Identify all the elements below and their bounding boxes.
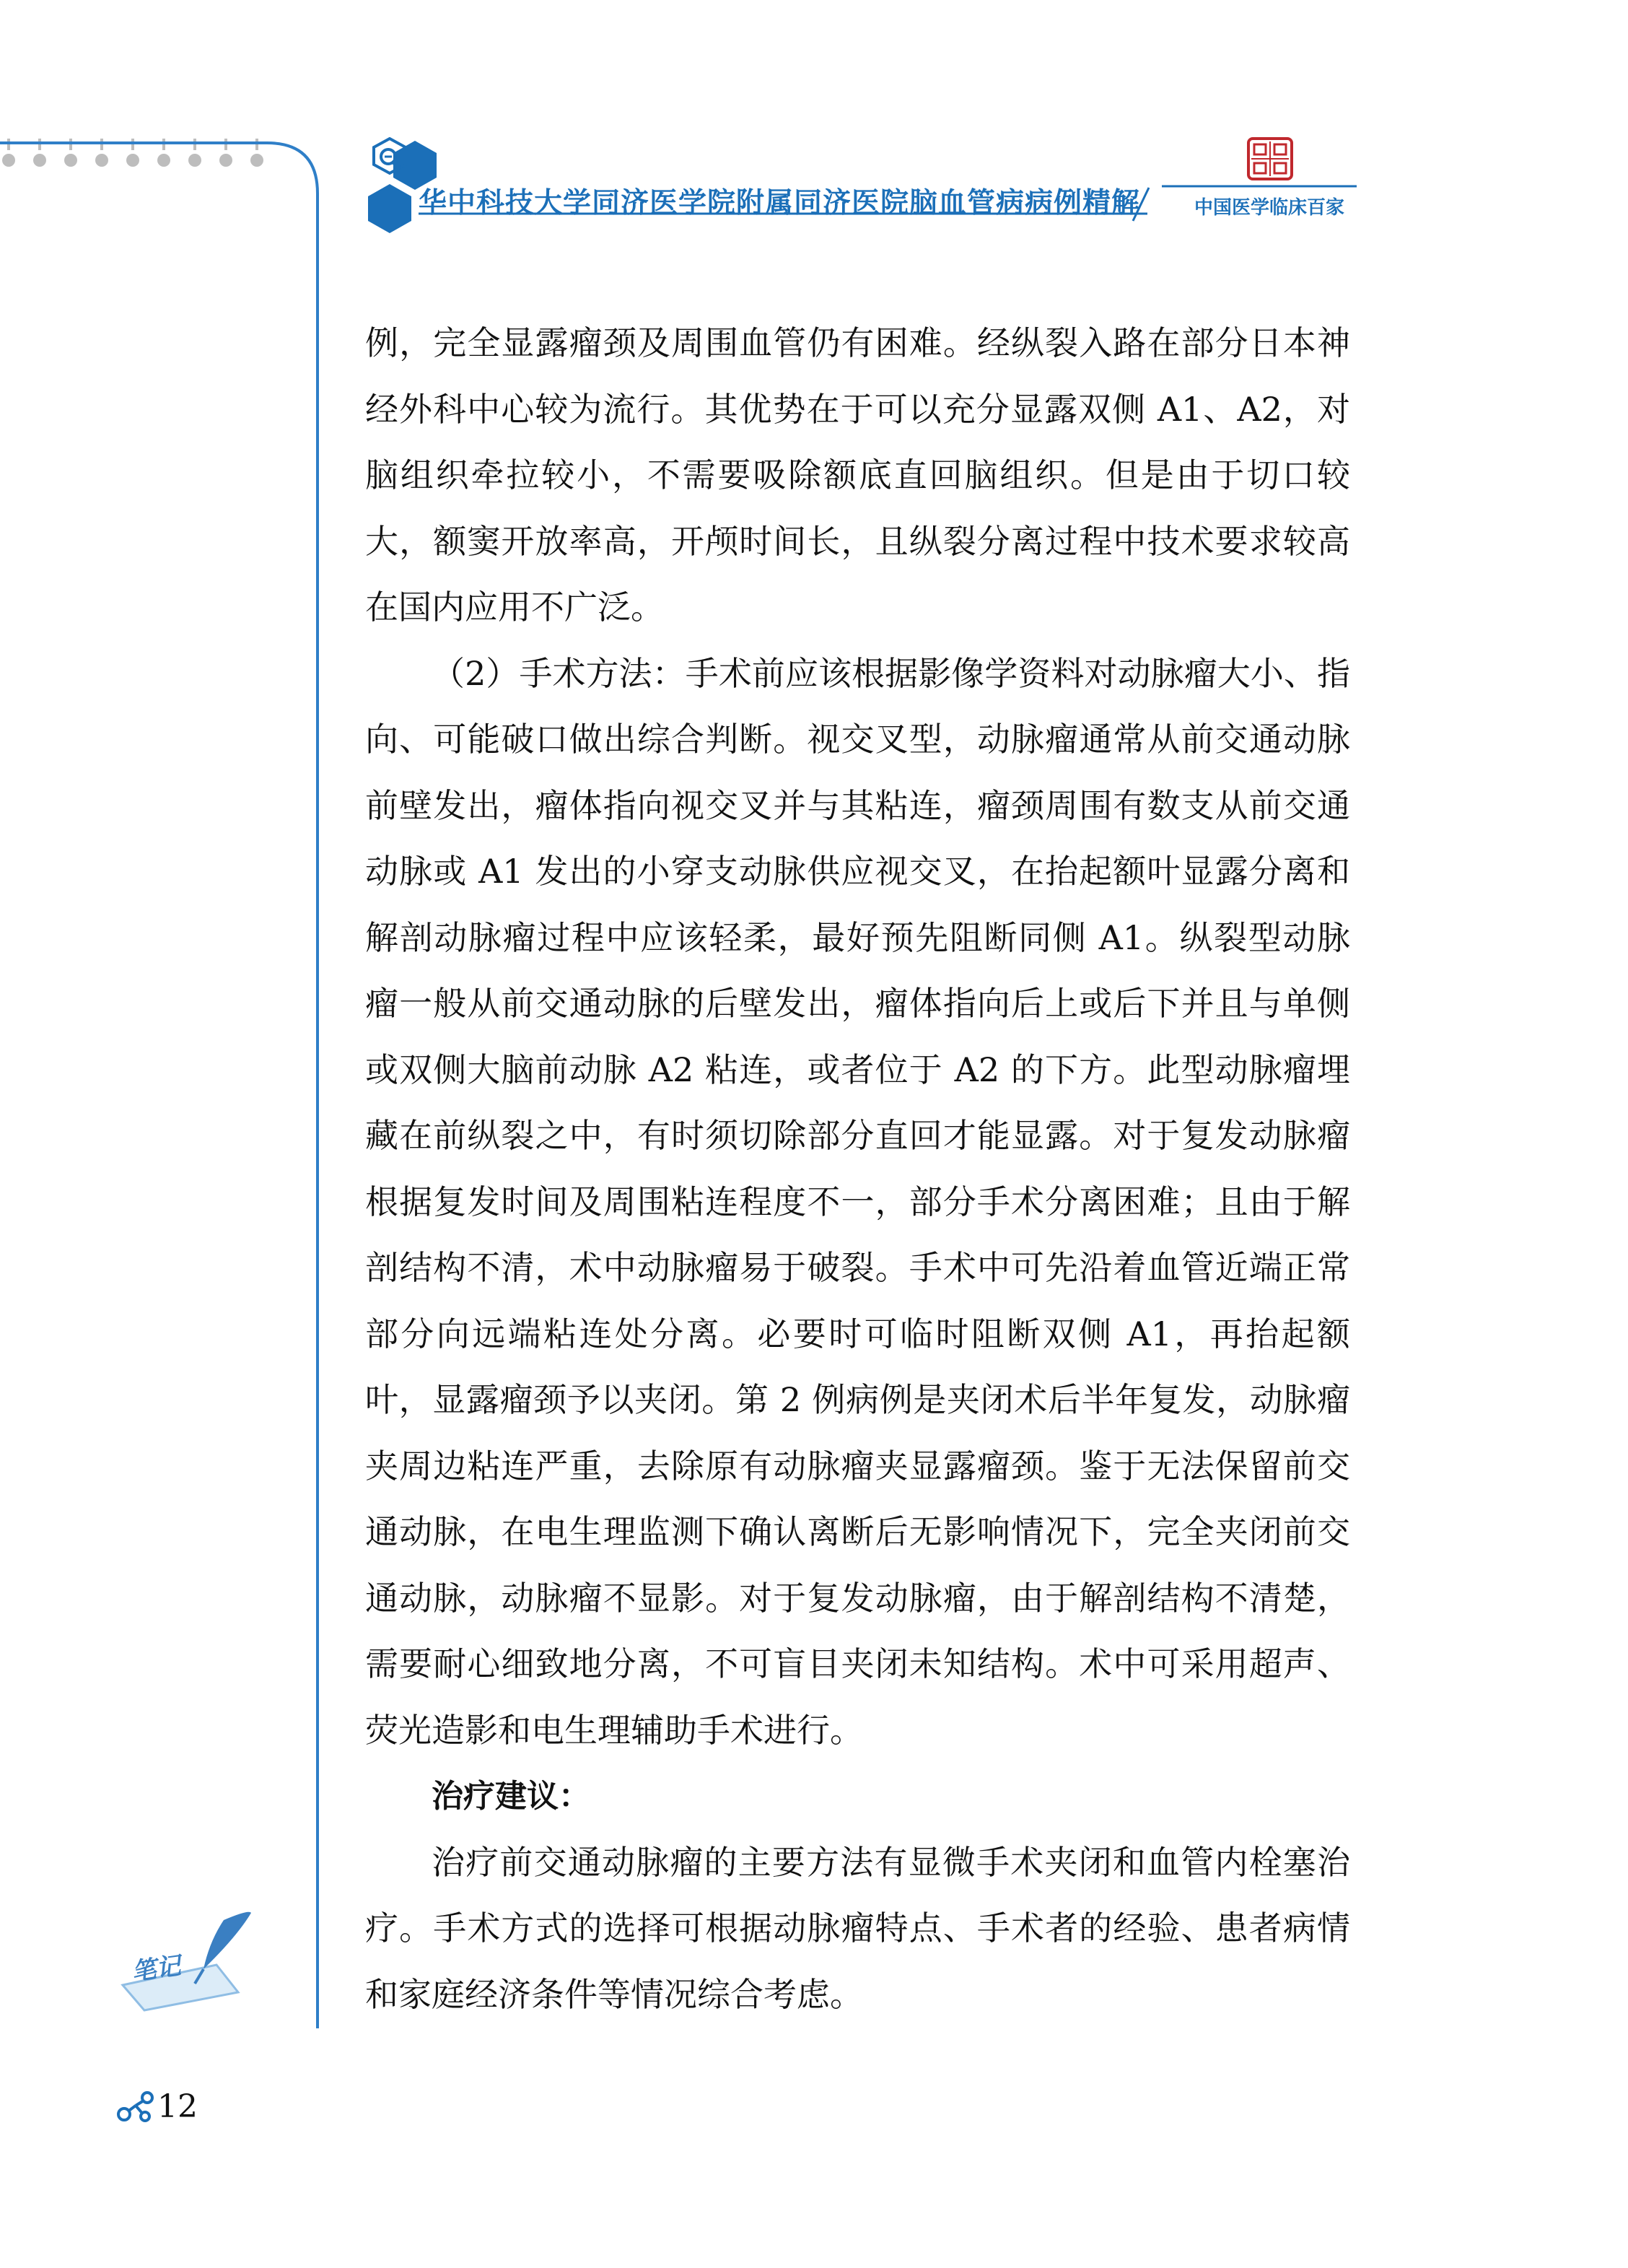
notes-label: 笔记 xyxy=(130,1951,183,1987)
binder-ring xyxy=(2,154,15,167)
molecule-icon xyxy=(115,2090,156,2123)
paragraph-treatment: 治疗前交通动脉瘤的主要方法有显微手术夹闭和血管内栓塞治疗。手术方式的选择可根据动脉瘤特点、手术者的经验、患者病情和家庭经济条件等情况综合考虑。 xyxy=(365,1842,1350,2014)
page-body xyxy=(365,310,1350,2028)
binder-ring xyxy=(188,154,201,167)
section-heading-treatment: 治疗建议： xyxy=(432,1778,590,1815)
series-name: 中国医学临床百家 xyxy=(1194,197,1345,219)
binder-ring xyxy=(64,154,77,167)
binder-ring xyxy=(219,154,232,167)
binder-ring xyxy=(126,154,139,167)
binder-ring xyxy=(33,154,46,167)
page-number: 12 xyxy=(157,2088,198,2125)
margin-line xyxy=(0,143,318,2028)
paragraph-continuation: 例，完全显露瘤颈及周围血管仍有困难。经纵裂入路在部分日本神经外科中心较为流行。其优势在于可以充分显露双侧 A1、A2，对脑组织牵拉较小，不需要吸除额底直回脑组织。但是由于切口较大，额窦开放率高，开颅时间长，且纵裂分离过程中技术要求较高在国内应用不广泛。 xyxy=(365,323,1350,627)
binder-ring xyxy=(157,154,170,167)
paragraph-surgical-method: （2）手术方法：手术前应该根据影像学资料对动脉瘤大小、指向、可能破口做出综合判断。视交叉型，动脉瘤通常从前交通动脉前壁发出，瘤体指向视交叉并与其粘连，瘤颈周围有数支从前交通动脉或 A1 发出的小穿支动脉供应视交叉，在抬起额叶显露分离和解剖动脉瘤过程中应该轻柔，最好预先阻断同侧 A1。纵裂型动脉瘤一般从前交通动脉的后壁发出，瘤体指向后上或后下并且与单侧或双侧大脑前动脉 A2 粘连，或者位于 A2 的下方。此型动脉瘤埋藏在前纵裂之中，有时须切除部分直回才能显露。对于复发动脉瘤根据复发时间及周围粘连程度不一，部分手术分离困难；且由于解剖结构不清，术中动脉瘤易于破裂。手术中可先沿着血管近端正常部分向远端粘连处分离。必要时可临时阻断双侧 A1，再抬起额叶，显露瘤颈予以夹闭。第 2 例病例是夹闭术后半年复发，动脉瘤夹周边粘连严重，去除原有动脉瘤夹显露瘤颈。鉴于无法保留前交通动脉，在电生理监测下确认离断后无影响情况下，完全夹闭前交通动脉，动脉瘤不显影。对于复发动脉瘤，由于解剖结构不清楚，需要耐心细致地分离，不可盲目夹闭未知结构。术中可采用超声、荧光造影和电生理辅助手术进行。 xyxy=(365,653,1350,1750)
binder-ring xyxy=(250,154,263,167)
binder-ring xyxy=(95,154,108,167)
notebook-margin xyxy=(0,0,346,2036)
seal-stamp-icon xyxy=(1247,137,1293,180)
book-title: 华中科技大学同济医学院附属同济医院脑血管病病例精解 xyxy=(419,187,1141,219)
